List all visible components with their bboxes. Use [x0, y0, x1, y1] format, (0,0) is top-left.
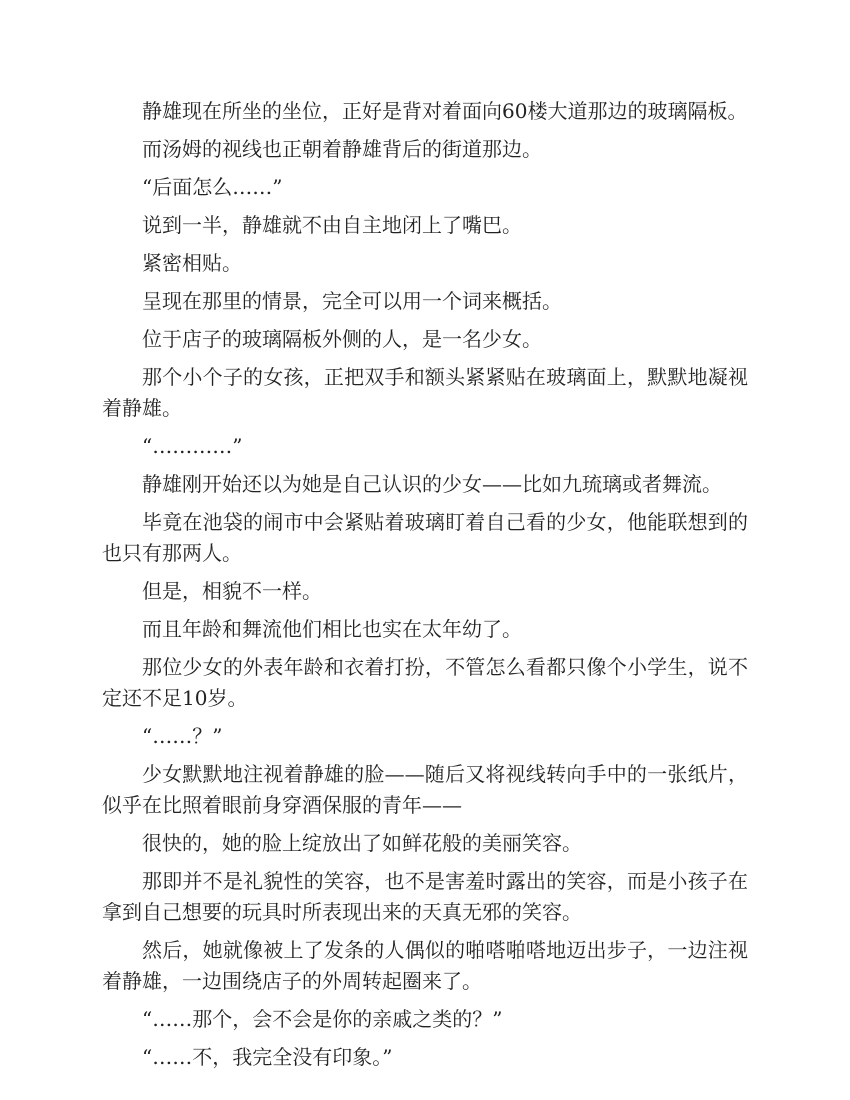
body-text: [102, 96, 748, 1080]
paragraph: 而汤姆的视线也正朝着静雄背后的街道那边。: [142, 137, 542, 161]
paragraph: 说到一半，静雄就不由自主地闭上了嘴巴。: [142, 213, 522, 237]
paragraph: “后面怎么……”: [142, 175, 283, 199]
paragraph: 然后，她就像被上了发条的人偶似的啪嗒啪嗒地迈出步子，一边注视着静雄，一边围绕店子的外周转起圈来了。: [102, 938, 748, 993]
paragraph: “……不，我完全没有印象。”: [142, 1045, 393, 1069]
paragraph: 静雄现在所坐的坐位，正好是背对着面向60楼大道那边的玻璃隔板。: [142, 99, 748, 123]
paragraph: “……？”: [142, 724, 223, 748]
paragraph: 紧密相贴。: [142, 251, 242, 275]
paragraph: 那个小个子的女孩，正把双手和额头紧紧贴在玻璃面上，默默地凝视着静雄。: [102, 365, 748, 420]
paragraph: 那即并不是礼貌性的笑容，也不是害羞时露出的笑容，而是小孩子在拿到自己想要的玩具时所表现出来的天真无邪的笑容。: [102, 869, 748, 924]
paragraph: 但是，相貌不一样。: [142, 579, 322, 603]
paragraph: “……那个，会不会是你的亲戚之类的？”: [142, 1007, 503, 1031]
paragraph: 少女默默地注视着静雄的脸——随后又将视线转向手中的一张纸片，似乎在比照着眼前身穿酒保服的青年——: [102, 762, 748, 817]
paragraph: 呈现在那里的情景，完全可以用一个词来概括。: [142, 289, 562, 313]
paragraph: 静雄刚开始还以为她是自己认识的少女——比如九琉璃或者舞流。: [142, 472, 722, 496]
paragraph: 很快的，她的脸上绽放出了如鲜花般的美丽笑容。: [142, 831, 582, 855]
paragraph: 而且年龄和舞流他们相比也实在太年幼了。: [142, 617, 522, 641]
paragraph: 位于店子的玻璃隔板外侧的人，是一名少女。: [142, 327, 542, 351]
paragraph: 毕竟在池袋的闹市中会紧贴着玻璃盯着自己看的少女，他能联想到的也只有那两人。: [102, 510, 748, 565]
paragraph: 那位少女的外表年龄和衣着打扮，不管怎么看都只像个小学生，说不定还不足10岁。: [102, 655, 748, 710]
paragraph: “…………”: [142, 434, 243, 458]
